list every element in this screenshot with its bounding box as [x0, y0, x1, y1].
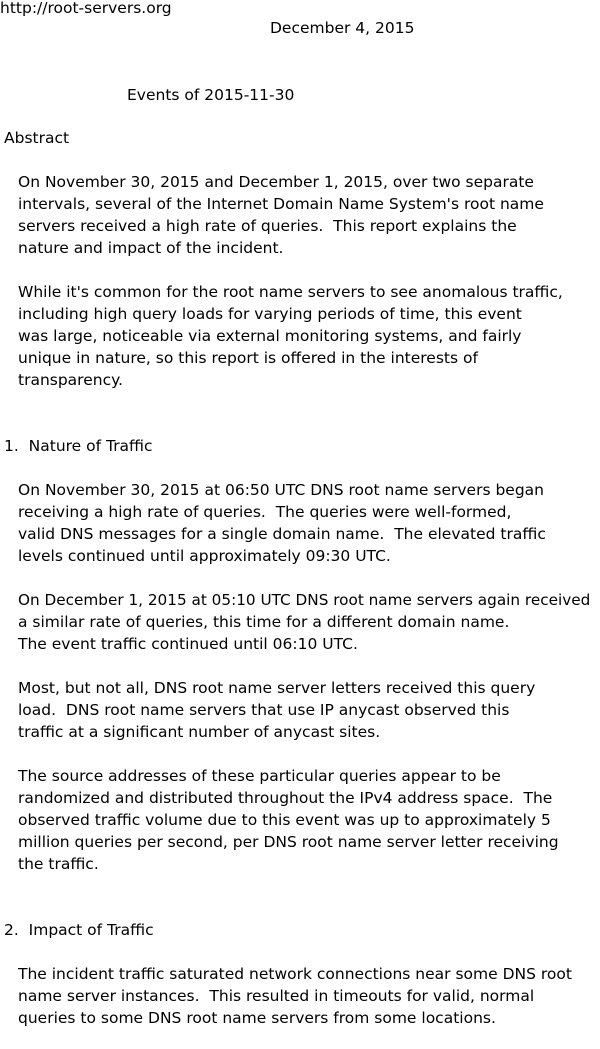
section1-para2-line3: The event traffic continued until 06:10 UTC. — [18, 635, 358, 653]
section1-para1-line3: valid DNS messages for a single domain name. The elevated traffic — [18, 525, 546, 543]
source-url: http://root-servers.org — [0, 0, 172, 17]
section1-para3-line3: traffic at a significant number of anycast sites. — [18, 723, 381, 741]
section2-heading: 2. Impact of Traffic — [4, 921, 154, 939]
abstract-para2-line5: transparency. — [18, 371, 123, 389]
document-date: December 4, 2015 — [270, 19, 415, 37]
section1-para3-line1: Most, but not all, DNS root name server letters received this query — [18, 679, 536, 697]
section1-para1-line2: receiving a high rate of queries. The queries were well-formed, — [18, 503, 512, 521]
document-title: Events of 2015-11-30 — [127, 86, 295, 104]
abstract-para2-line3: was large, noticeable via external monitoring systems, and fairly — [18, 327, 522, 345]
section1-para4-line2: randomized and distributed throughout the IPv4 address space. The — [18, 789, 553, 807]
section1-para2-line1: On December 1, 2015 at 05:10 UTC DNS root name servers again received — [18, 591, 591, 609]
section1-para4-line5: the traffic. — [18, 855, 99, 873]
abstract-para1-line1: On November 30, 2015 and December 1, 2015, over two separate — [18, 173, 534, 191]
section2-para1-line1: The incident traffic saturated network connections near some DNS root — [18, 965, 572, 983]
section1-para3-line2: load. DNS root name servers that use IP anycast observed this — [18, 701, 510, 719]
abstract-para1-line4: nature and impact of the incident. — [18, 239, 284, 257]
section1-para1-line4: levels continued until approximately 09:30 UTC. — [18, 547, 391, 565]
section1-heading: 1. Nature of Traffic — [4, 437, 153, 455]
abstract-para2-line4: unique in nature, so this report is offered in the interests of — [18, 349, 478, 367]
abstract-para1-line2: intervals, several of the Internet Domain Name System's root name — [18, 195, 544, 213]
section1-para4-line4: million queries per second, per DNS root name server letter receiving — [18, 833, 559, 851]
section1-para4-line3: observed traffic volume due to this event was up to approximately 5 — [18, 811, 551, 829]
abstract-para2-line1: While it's common for the root name servers to see anomalous traffic, — [18, 283, 563, 301]
section1-para1-line1: On November 30, 2015 at 06:50 UTC DNS root name servers began — [18, 481, 545, 499]
section1-para4-line1: The source addresses of these particular queries appear to be — [18, 767, 501, 785]
section2-para1-line3: queries to some DNS root name servers from some locations. — [18, 1009, 496, 1027]
abstract-para1-line3: servers received a high rate of queries. This report explains the — [18, 217, 517, 235]
abstract-heading: Abstract — [4, 129, 70, 147]
section1-para2-line2: a similar rate of queries, this time for a different domain name. — [18, 613, 510, 631]
section2-para1-line2: name server instances. This resulted in timeouts for valid, normal — [18, 987, 535, 1005]
abstract-para2-line2: including high query loads for varying periods of time, this event — [18, 305, 522, 323]
